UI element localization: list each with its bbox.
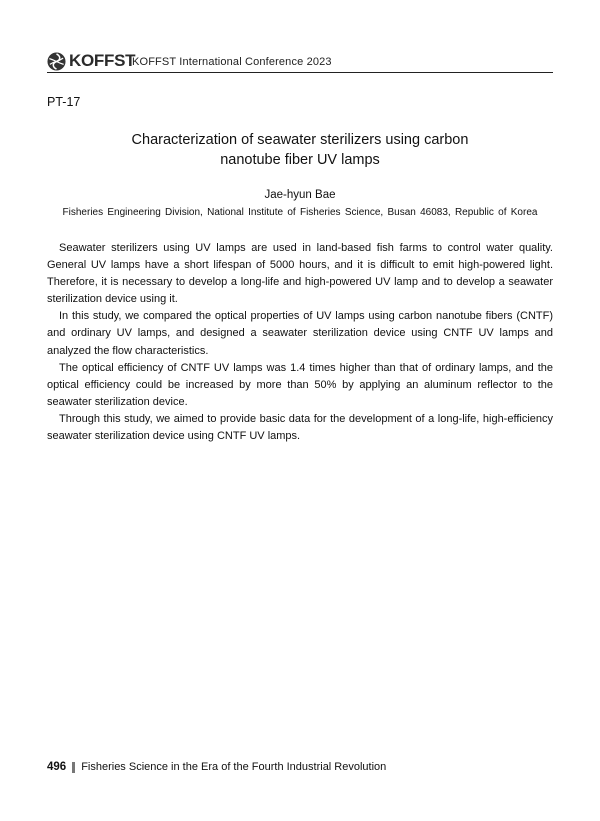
title-line-1: Characterization of seawater sterilizers using carbon: [131, 132, 469, 148]
abstract-paragraph-3: The optical efficiency of CNTF UV lamps was 1.4 times higher than that of ordinary lamps, and the optical efficiency could be increased by more than 50% by applying an aluminum reflector to the seawater sterilization device.: [47, 361, 553, 408]
koffst-logo: [47, 52, 135, 70]
author-affiliation: Fisheries Engineering Division, National Institute of Fisheries Science, Busan 46083, Republic of Korea: [62, 207, 538, 218]
page-number: 496: [47, 761, 67, 773]
abstract-paragraph-1: Seawater sterilizers using UV lamps are used in land-based fish farms to control water quality. General UV lamps have a short lifespan of 5000 hours, and it is difficult to emit high-powered light. Therefore, it is necessary to develop a long-life and high-powered UV lamp and to develop a seawater sterilization device using it.: [47, 242, 553, 306]
logo-wordmark: KOFFST: [69, 51, 136, 70]
footer-divider: [72, 762, 75, 773]
page-footer: [47, 761, 386, 773]
paper-code: PT-17: [47, 95, 81, 109]
koffst-logo-icon: [47, 52, 66, 71]
page-header: [47, 50, 553, 73]
abstract-body: [47, 240, 553, 445]
book-title: Fisheries Science in the Era of the Fourth Industrial Revolution: [81, 761, 387, 773]
title-line-2: nanotube fiber UV lamps: [220, 152, 380, 168]
paper-title: [60, 130, 540, 170]
author-name: Jae-hyun Bae: [264, 189, 336, 201]
abstract-paragraph-4: Through this study, we aimed to provide basic data for the development of a long-life, high-efficiency seawater sterilization device using CNTF UV lamps.: [47, 412, 553, 443]
abstract-paragraph-2: In this study, we compared the optical properties of UV lamps using carbon nanotube fibers (CNTF) and ordinary UV lamps, and designed a seawater sterilization device using CNTF UV lamps and analyzed the flow characteristics.: [47, 310, 553, 357]
conference-name: KOFFST International Conference 2023: [132, 56, 332, 68]
